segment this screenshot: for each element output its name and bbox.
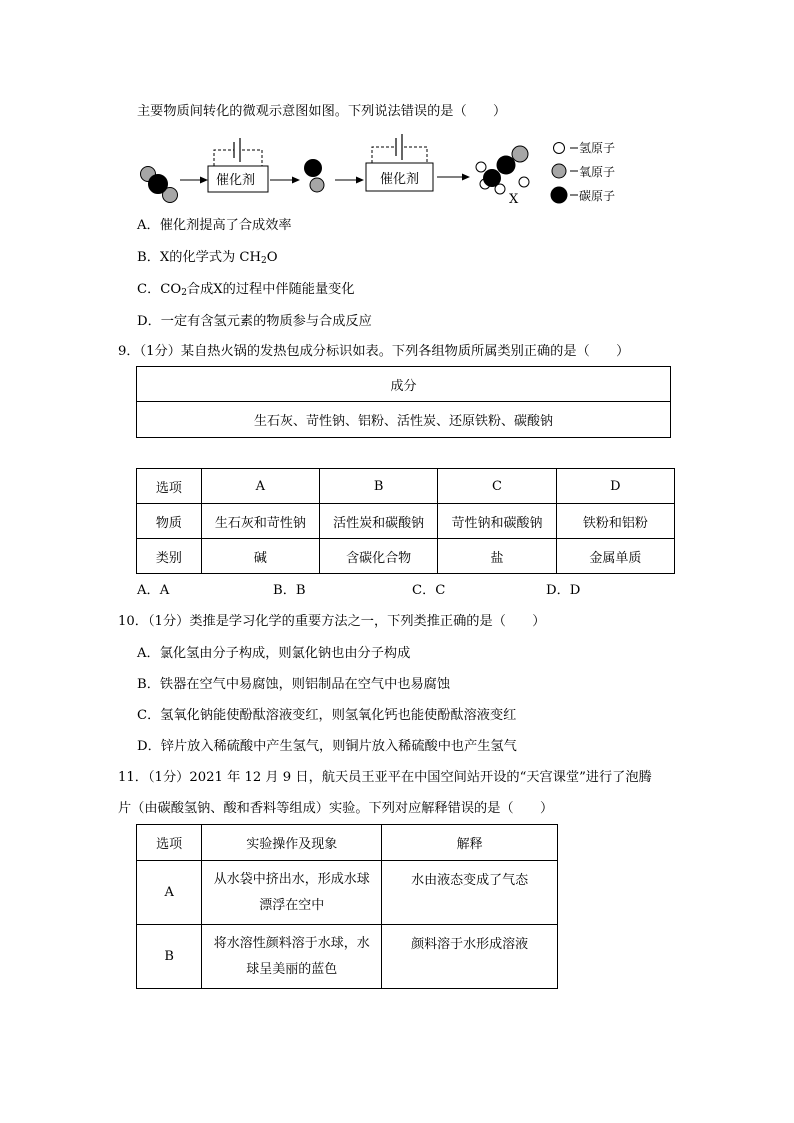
q9-stem: 9．（1分）某自热火锅的发热包成分标识如表。下列各组物质所属类别正确的是（ ） — [118, 344, 630, 359]
q8-stem: 主要物质间转化的微观示意图如图。下列说法错误的是（ ） — [137, 104, 507, 119]
q8-option-c: C．$CO_2$合成X的过程中伴随能量变化 — [137, 282, 355, 298]
table-row: B 将水溶性颜料溶于水球，水 球呈美丽的蓝色 颜料溶于水形成溶液 — [137, 925, 558, 989]
q8-option-d: D．一定有含氢元素的物质参与合成反应 — [137, 314, 372, 329]
catalyst-label-2: 催化剂 — [380, 172, 420, 187]
atom-legend-icons — [548, 138, 578, 204]
catalyst-label-1: 催化剂 — [216, 173, 256, 188]
q10-option-c: C．氢氧化钠能使酚酞溶液变红，则氢氧化钙也能使酚酞溶液变红 — [137, 708, 517, 723]
table-row: 类别 碱 含碳化合物 盐 金属单质 — [137, 539, 675, 574]
table-row: 物质 生石灰和苛性钠 活性炭和碳酸钠 苛性钠和碳酸钠 铁粉和铝粉 — [137, 504, 675, 539]
co2-molecule — [141, 167, 178, 203]
q11-table: 选项 实验操作及现象 解释 A 从水袋中挤出水，形成水球 漂浮在空中 水由液态变成了气态 B 将水溶性颜料溶于水球，水 球呈美丽的蓝色 颜料溶于水形成溶液 — [136, 824, 558, 989]
q8-option-b: B．X的化学式为 $CH_2O$ — [137, 250, 278, 266]
table-row: A 从水袋中挤出水，形成水球 漂浮在空中 水由液态变成了气态 — [137, 861, 558, 925]
q10-stem: 10．（1分）类推是学习化学的重要方法之一，下列类推正确的是（ ） — [118, 614, 546, 629]
q10-option-d: D．锌片放入稀硫酸中产生氢气，则铜片放入稀硫酸中也产生氢气 — [137, 739, 517, 754]
co-molecule — [304, 159, 324, 192]
q10-option-a: A．氯化氢由分子构成，则氯化钠也由分子构成 — [137, 646, 411, 661]
legend-oxygen: 氧原子 — [579, 165, 616, 179]
q11-stem-line2: 片（由碳酸氢钠、酸和香料等组成）实验。下列对应解释错误的是（ ） — [118, 801, 554, 816]
q11-stem-line1: 11．（1分）2021 年 12 月 9 日，航天员王亚平在中国空间站开设的“天宫课堂”进行了泡腾 — [118, 770, 652, 785]
legend-hydrogen: 氢原子 — [579, 141, 616, 155]
product-x-molecule — [476, 146, 529, 194]
legend-carbon: 碳原子 — [579, 189, 616, 203]
q9-options-table: 选项 A B C D 物质 生石灰和苛性钠 活性炭和碳酸钠 苛性钠和碳酸钠 铁粉和铝粉 类别 碱 含碳化合物 盐 金属单质 — [136, 468, 675, 574]
q8-option-a: A．催化剂提高了合成效率 — [137, 218, 292, 233]
q10-option-b: B．铁器在空气中易腐蚀，则铝制品在空气中也易腐蚀 — [137, 677, 451, 692]
q9-ingredients-table — [136, 366, 671, 438]
product-x-label: X — [509, 192, 519, 207]
ingredients-header: 成分 — [137, 367, 671, 402]
ingredients-list: 生石灰、苛性钠、铝粉、活性炭、还原铁粉、碳酸钠 — [137, 402, 671, 438]
